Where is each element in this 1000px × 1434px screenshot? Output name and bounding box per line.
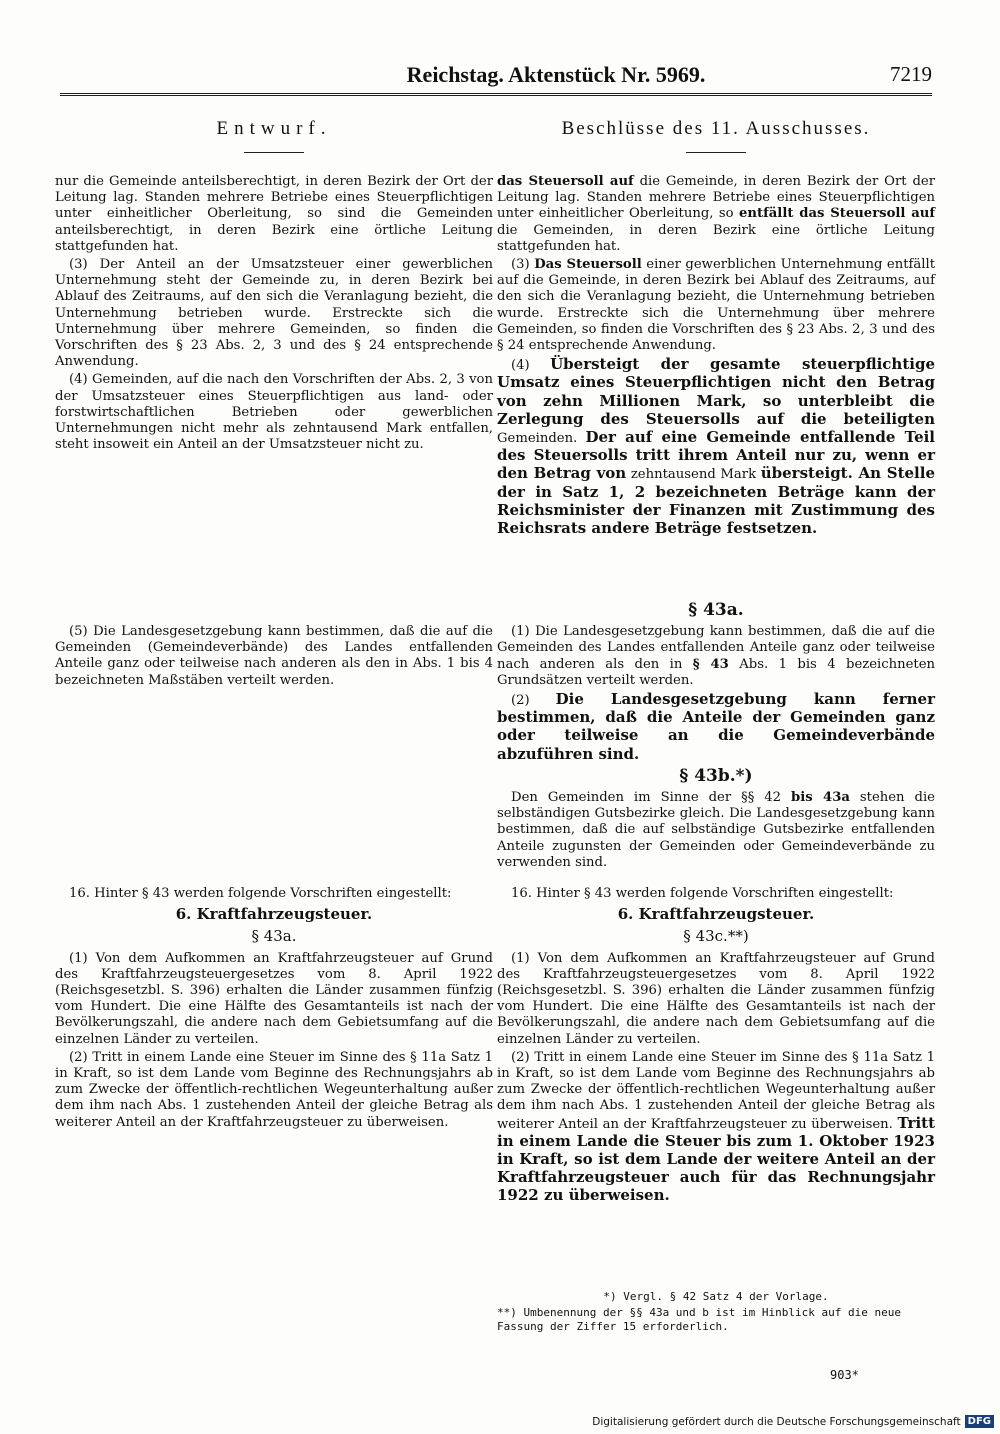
left-p16: 16. Hinter § 43 werden folgende Vorschriften eingestellt: bbox=[69, 886, 452, 901]
header-rule bbox=[60, 93, 932, 98]
left-p3: (4) Gemeinden, auf die nach den Vorschriften der Abs. 2, 3 von der Umsatzsteuer eines Steuerpflichtigen aus land- oder forstwirtschaftlichen Betrieben oder gewerblichen Unternehmungen nicht mehr als zehntausend Mark entfallen, steht insoweit ein Anteil an der Umsatzsteuer nicht zu. bbox=[55, 372, 493, 453]
dfg-logo-icon: DFG bbox=[965, 1415, 994, 1428]
right-text-43 bbox=[497, 598, 935, 873]
left-column bbox=[55, 118, 493, 1130]
right-p16: 16. Hinter § 43 werden folgende Vorschriften eingestellt: bbox=[511, 886, 894, 901]
left-text-kfz bbox=[55, 886, 493, 1133]
left-kfz-section: § 43a. bbox=[251, 927, 297, 946]
right-column bbox=[497, 118, 936, 1205]
right-heading-rule bbox=[686, 152, 746, 153]
right-p4: (4) Übersteigt der gesamte steuerpflichtige Umsatz eines Steuerpflichtigen nicht den Betrag von zehn Millionen Mark, so unterbleibt die Zerlegung des Steuersolls auf die beteiligten Gemeinden. Der auf eine Gemeinde entfallende Teil des Steuersolls tritt ihrem Anteil nur zu, wenn er den Betrag von zehntausend Mark übersteigt. An Stelle der in Satz 1, 2 bezeichneten Beträge kann der Reichsminister der Finanzen mit Zustimmung des Reichsrats andere Beträge festsetzen. bbox=[497, 355, 936, 538]
right-p1: das Steuersoll auf die Gemeinde, in deren Bezirk der Ort der Leitung lag. Standen mehrere Betriebe eines Steuerpflichtigen unter einheitlicher Oberleitung, so entfällt das Steuersoll auf die Gemeinden, in deren Bezirk eine örtliche Leitung stattgefunden hat. bbox=[497, 174, 935, 254]
left-p1: nur die Gemeinde anteilsberechtigt, in deren Bezirk der Ort der Leitung lag. Standen mehrere Betriebe eines Steuerpflichtigen unter einheitlicher Oberleitung, so sind die Gemeinden anteilsberechtigt, in deren Bezirk eine örtliche Leitung stattgefunden hat. bbox=[55, 174, 493, 254]
right-s43a2: (2) Die Landesgesetzgebung kann ferner bestimmen, daß die Anteile der Gemeinden ganz oder teilweise an die Gemeindeverbände abzuführen sind. bbox=[497, 690, 936, 763]
right-s43a1: (1) Die Landesgesetzgebung kann bestimmen, daß die auf die Gemeinden des Landes entfallenden Anteile ganz oder teilweise nach anderen als den in § 43 Abs. 1 bis 4 bezeichneten Grundsätzen verteilt werden. bbox=[497, 624, 935, 688]
left-p5: (5) Die Landesgesetzgebung kann bestimmen, daß die auf die Gemeinden (Gemeindeverbände) des Landes entfallenden Anteile ganz oder teilweise nach anderen als den in Abs. 1 bis 4 bezeichneten Maßstäben verteilt werden. bbox=[55, 624, 493, 688]
page-number: 7219 bbox=[890, 62, 932, 86]
left-heading: Entwurf. bbox=[216, 118, 332, 139]
digitization-text: Digitalisierung gefördert durch die Deutsche Forschungsgemeinschaft bbox=[592, 1415, 961, 1428]
sheet-signature: 903* bbox=[830, 1368, 859, 1382]
right-kfz1: (1) Von dem Aufkommen an Kraftfahrzeugsteuer auf Grund des Kraftfahrzeugsteuergesetzes vom 8. April 1922 (Reichsgesetzbl. S. 396) erhalten die Länder zusammen fünfzig vom Hundert. Die eine Hälfte des Gesamtanteils ist nach der Bevölkerungszahl, die andere nach dem Gebietsumfang auf die einzelnen Länder zu verteilen. bbox=[497, 950, 935, 1047]
left-text-p5 bbox=[55, 624, 493, 691]
right-s43b: Den Gemeinden im Sinne der §§ 42 bis 43a stehen die selbständigen Gutsbezirke gleich. Die Landesgesetzgebung kann bestimmen, daß die auf selbständige Gutsbezirke entfallenden Anteile zugunsten der Gemeinden oder Gemeindeverbände zu verwenden sind. bbox=[497, 790, 935, 870]
page-header bbox=[60, 62, 932, 87]
right-kfz-section: § 43c.**) bbox=[683, 927, 749, 946]
left-kfz-title: 6. Kraftfahrzeugsteuer. bbox=[175, 905, 373, 924]
left-kfz2: (2) Tritt in einem Lande eine Steuer im Sinne des § 11a Satz 1 in Kraft, so ist dem Lande vom Beginne des Rechnungsjahrs ab zum Zwecke der öffentlich-rechtlichen Wegeunterhaltung außer dem ihm nach Abs. 1 zustehenden Anteil der gleiche Betrag als weiterer Anteil an der Kraftfahrzeugsteuer zu überweisen. bbox=[55, 1049, 493, 1130]
right-text-kfz bbox=[497, 886, 935, 1208]
right-sec43b: § 43b.*) bbox=[679, 765, 753, 786]
right-sec43a: § 43a. bbox=[688, 600, 744, 620]
right-heading: Beschlüsse des 11. Ausschusses. bbox=[561, 118, 871, 139]
left-heading-rule bbox=[244, 152, 304, 153]
footnote-1: *) Vergl. § 42 Satz 4 der Vorlage. bbox=[603, 1290, 829, 1303]
left-kfz1: (1) Von dem Aufkommen an Kraftfahrzeugsteuer auf Grund des Kraftfahrzeugsteuergesetzes vom 8. April 1922 (Reichsgesetzbl. S. 396) erhalten die Länder zusammen fünfzig vom Hundert. Die eine Hälfte des Gesamtanteils ist nach der Bevölkerungszahl, die andere nach dem Gebietsumfang auf die einzelnen Länder zu verteilen. bbox=[55, 950, 493, 1047]
left-p2: (3) Der Anteil an der Umsatzsteuer einer gewerblichen Unternehmung steht der Gemeinde zu, in deren Bezirk bei Ablauf des Zeitraums, auf den sich die Veranlagung bezieht, die Unternehmung betrieben wurde. Erstreckte sich die Unternehmung über mehrere Gemeinden, so finden die Vorschriften des § 23 Abs. 2, 3 und des § 24 entsprechende Anwendung. bbox=[55, 257, 493, 370]
right-kfz-title: 6. Kraftfahrzeugsteuer. bbox=[617, 905, 815, 924]
digitization-note bbox=[592, 1415, 994, 1428]
right-kfz2: (2) Tritt in einem Lande eine Steuer im Sinne des § 11a Satz 1 in Kraft, so ist dem Lande vom Beginne des Rechnungsjahrs ab zum Zwecke der öffentlich-rechtlichen Wegeunterhaltung außer dem ihm nach Abs. 1 zustehenden Anteil der gleiche Betrag als weiterer Anteil an der Kraftfahrzeugsteuer zu überweisen. Tritt in einem Lande die Steuer bis zum 1. Oktober 1923 in Kraft, so ist dem Lande der weitere Anteil an der Kraftfahrzeugsteuer auch für das Rechnungsjahr 1922 zu überweisen. bbox=[497, 1049, 935, 1205]
header-title: Reichstag. Aktenstück Nr. 5969. bbox=[406, 62, 706, 87]
footnote-2: **) Umbenennung der §§ 43a und b ist im Hinblick auf die neue Fassung der Ziffer 15 erforderlich. bbox=[497, 1306, 901, 1333]
left-text-upper bbox=[55, 174, 493, 455]
footnotes bbox=[497, 1290, 935, 1336]
right-text-upper bbox=[497, 174, 935, 540]
right-p2: (3) Das Steuersoll einer gewerblichen Unternehmung entfällt auf die Gemeinde, in deren Bezirk bei Ablauf des Zeitraums, auf den sich die Veranlagung bezieht, die Unternehmung betrieben wurde. Erstreckte sich die Unternehmung über mehrere Gemeinden, so finden die Vorschriften des § 23 Abs. 2, 3 und des § 24 entsprechende Anwendung. bbox=[497, 257, 936, 354]
